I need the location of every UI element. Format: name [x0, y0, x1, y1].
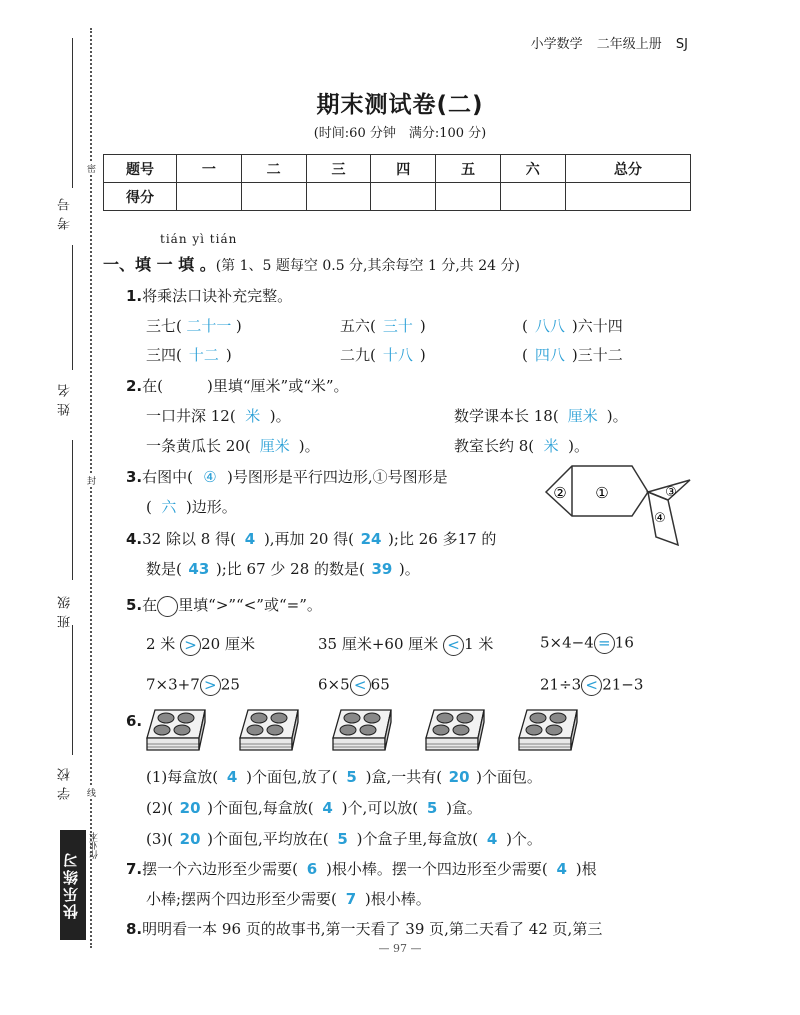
score-input-cell[interactable] [177, 183, 242, 211]
question-text: )边形。 [185, 498, 237, 516]
seal-mark-2: 封 [85, 476, 95, 485]
question-text: )个盒子里,每盒放( [356, 830, 479, 848]
question-text: ),再加 20 得( [263, 530, 355, 548]
q5-right: 16 [614, 633, 634, 652]
q2-item [454, 405, 628, 426]
q5-item [146, 675, 240, 696]
q5-answer-circle[interactable]: < [350, 675, 371, 696]
question-text: )个面包。 [476, 768, 542, 786]
question-text: 在( [142, 377, 163, 395]
q5-answer-circle[interactable]: < [581, 675, 602, 696]
q5-item [540, 633, 634, 654]
question-text: )里填“厘米”或“米”。 [207, 377, 349, 395]
q1-item-text: 三七( [146, 317, 182, 335]
question-text: (1)每盒放( [146, 768, 219, 786]
q6-answer[interactable]: 20 [448, 768, 470, 786]
q2-item-text: )。 [298, 437, 320, 455]
question-text: )盒,一共有( [365, 768, 443, 786]
q1-item-text: 三四( [146, 346, 182, 364]
shape-label-2: ② [553, 484, 567, 502]
q5-item [318, 675, 390, 696]
seal-mark-3: 线 [85, 788, 95, 797]
question-text: (2)( [146, 799, 174, 817]
question-text: 在 [142, 596, 158, 614]
q1-item-text: 五六( [340, 317, 376, 335]
q6-part-2 [146, 797, 482, 818]
q4-answer[interactable]: 39 [371, 560, 393, 578]
score-input-cell[interactable] [436, 183, 501, 211]
q6-answer[interactable]: 4 [322, 799, 333, 817]
question-text: )个。 [506, 830, 542, 848]
question-1 [126, 285, 292, 306]
question-4-line-2 [146, 558, 420, 579]
page-number: — 97 — [378, 942, 422, 955]
question-text: )。 [398, 560, 420, 578]
score-table [103, 154, 691, 211]
question-4 [126, 528, 496, 549]
q5-left: 5×4−4 [540, 633, 594, 652]
q1-answer[interactable]: 十八 [382, 346, 413, 364]
bread-box [147, 710, 205, 750]
fish-shape-figure [540, 460, 700, 560]
q5-answer-circle[interactable]: = [594, 633, 615, 654]
q1-answer[interactable]: 四八 [534, 346, 565, 364]
q2-answer[interactable]: 米 [543, 437, 559, 455]
q1-item-text: )三十二 [571, 346, 623, 364]
q1-answer[interactable]: 二十一 [186, 317, 232, 335]
q5-item [146, 633, 255, 656]
bread-box [426, 710, 484, 750]
q1-item [146, 315, 242, 336]
q1-item-text: 二九( [340, 346, 376, 364]
section-note: (第 1、5 题每空 0.5 分,其余每空 1 分,共 24 分) [215, 258, 520, 274]
q2-item [454, 435, 589, 456]
q2-item-text: )。 [606, 407, 628, 425]
section-heading [103, 252, 520, 275]
question-2 [126, 375, 349, 396]
question-text: )个面包,放了( [246, 768, 338, 786]
score-input-cell[interactable] [306, 183, 371, 211]
question-text: 明明看一本 96 页的故事书,第一天看了 39 页,第二天看了 42 页,第三 [142, 920, 603, 938]
q5-item [318, 633, 493, 656]
bread-boxes-figure [143, 708, 583, 758]
q6-answer[interactable]: 5 [337, 830, 348, 848]
page-header [531, 33, 688, 52]
score-input-cell[interactable] [565, 183, 690, 211]
page-title: 期末测试卷(二) [316, 92, 484, 118]
q2-item-text: 一口井深 12( [146, 407, 236, 425]
q5-answer-circle[interactable]: < [443, 635, 464, 656]
q3-answer[interactable]: 六 [161, 498, 177, 516]
score-input-cell[interactable] [500, 183, 565, 211]
q3-answer[interactable]: ④ [203, 468, 217, 486]
class-line [72, 440, 73, 580]
score-cell: 一 [177, 155, 242, 183]
class-label: 班级 [58, 590, 73, 628]
q5-answer-circle[interactable]: > [180, 635, 201, 656]
score-cell: 五 [436, 155, 501, 183]
header-subject: 小学数学 [530, 37, 583, 52]
question-number: 3. [126, 468, 143, 486]
score-table-score-row [104, 183, 691, 211]
q6-answer[interactable]: 20 [179, 830, 201, 848]
q1-item [522, 315, 623, 336]
question-8 [126, 918, 602, 939]
q4-answer[interactable]: 43 [188, 560, 210, 578]
question-number: 8. [126, 920, 143, 938]
score-input-cell[interactable] [241, 183, 306, 211]
bread-box [333, 710, 391, 750]
q5-right: 21−3 [602, 675, 644, 694]
q7-answer[interactable]: 4 [556, 860, 567, 878]
q2-answer[interactable]: 厘米 [259, 437, 290, 455]
question-text: 32 除以 8 得( [142, 530, 236, 548]
question-text: 里填“>”“<”或“=”。 [178, 596, 322, 614]
q5-item [540, 675, 643, 696]
q1-item [522, 344, 623, 365]
q2-item-text: )。 [269, 407, 291, 425]
exam-no-label: 考号 [58, 192, 73, 230]
question-5 [126, 594, 322, 617]
score-table-header-row [104, 155, 691, 183]
q6-answer[interactable]: 20 [179, 799, 201, 817]
question-text: );比 67 少 28 的数是( [215, 560, 365, 578]
question-text: 小棒;摆两个四边形至少需要( [146, 890, 337, 908]
question-number: 7. [126, 860, 143, 878]
shape-label-3: ③ [665, 485, 677, 500]
question-3-line-2 [146, 496, 237, 517]
q1-answer[interactable]: 十二 [188, 346, 219, 364]
q1-item-text: ( [522, 317, 528, 335]
question-text: (3)( [146, 830, 174, 848]
question-7-line-2 [146, 888, 431, 909]
score-cell: 得分 [104, 183, 177, 211]
q1-item-text: )六十四 [571, 317, 623, 335]
school-label: 学校 [58, 762, 73, 800]
question-text: 数是( [146, 560, 182, 578]
q1-item [146, 344, 232, 365]
question-text: )根小棒。 [364, 890, 431, 908]
question-text: 摆一个六边形至少需要( [142, 860, 298, 878]
q5-left: 21÷3 [540, 675, 582, 694]
question-text: )根 [575, 860, 597, 878]
q6-answer[interactable]: 4 [226, 768, 238, 786]
q5-left: 6×5 [318, 675, 350, 694]
q5-right: 25 [220, 675, 240, 694]
brand-subtitle: 作业本 [90, 832, 100, 859]
q2-answer[interactable]: 厘米 [567, 407, 598, 425]
question-text: ( [146, 498, 152, 516]
bread-box [519, 710, 577, 750]
q1-item-text: ( [522, 346, 528, 364]
question-number: 1. [126, 287, 143, 305]
bread-box [240, 710, 298, 750]
score-cell: 六 [500, 155, 565, 183]
q5-right: 1 米 [464, 635, 494, 653]
score-cell: 四 [371, 155, 436, 183]
q6-answer[interactable]: 4 [486, 830, 498, 848]
q1-item-text: ) [235, 317, 242, 335]
q4-answer[interactable]: 4 [244, 530, 256, 548]
score-cell: 三 [306, 155, 371, 183]
question-text: );比 26 多17 的 [388, 530, 497, 548]
q2-item-text: 一条黄瓜长 20( [146, 437, 251, 455]
seal-mark-1: 密 [85, 164, 95, 173]
q4-answer[interactable]: 24 [360, 530, 382, 548]
q5-right: 20 厘米 [201, 635, 255, 653]
question-text: )盒。 [446, 799, 482, 817]
question-number: 5. [126, 596, 143, 614]
question-text: 将乘法口诀补充完整。 [142, 287, 293, 305]
q1-item [340, 315, 426, 336]
score-cell: 总分 [565, 155, 690, 183]
q2-item [146, 435, 320, 456]
question-text: )个面包,每盒放( [207, 799, 314, 817]
name-label: 姓名 [58, 378, 73, 416]
section-title: 一、填 一 填 。 [103, 255, 216, 274]
header-edition: SJ [675, 37, 688, 52]
q5-right: 65 [370, 675, 390, 694]
q2-item-text: 数学课本长 18( [454, 407, 559, 425]
brand-logo: 快乐练习 [60, 830, 86, 940]
question-text: )根小棒。摆一个四边形至少需要( [326, 860, 548, 878]
score-cell: 题号 [104, 155, 177, 183]
q2-item [146, 405, 291, 426]
question-text: 右图中( [142, 468, 193, 486]
question-number: 2. [126, 377, 143, 395]
q2-item-text: )。 [568, 437, 590, 455]
shape-label-4: ④ [654, 511, 666, 526]
question-text: )号图形是平行四边形,①号图形是 [227, 468, 448, 486]
q1-item [340, 344, 426, 365]
q1-item-text: ) [419, 317, 426, 335]
q2-answer[interactable]: 米 [245, 407, 261, 425]
q5-answer-circle[interactable]: > [200, 675, 221, 696]
header-grade: 二年级上册 [596, 37, 662, 52]
name-line [72, 245, 73, 370]
q6-part-3 [146, 828, 542, 849]
question-6-number: 6. [126, 712, 143, 730]
shape-label-1: ① [595, 484, 609, 502]
q1-item-text: ) [225, 346, 232, 364]
question-7 [126, 858, 597, 879]
question-text: )个面包,平均放在( [207, 830, 329, 848]
school-line [72, 625, 73, 755]
q1-answer[interactable]: 三十 [382, 317, 413, 335]
q1-answer[interactable]: 八八 [534, 317, 565, 335]
q6-answer[interactable]: 5 [426, 799, 438, 817]
question-3 [126, 466, 448, 487]
question-number: 4. [126, 530, 143, 548]
q5-left: 35 厘米+60 厘米 [318, 635, 439, 653]
empty-circle [157, 596, 178, 617]
q7-answer[interactable]: 6 [306, 860, 318, 878]
question-text: )个,可以放( [341, 799, 419, 817]
score-cell: 二 [241, 155, 306, 183]
q7-answer[interactable]: 7 [345, 890, 357, 908]
q5-left: 2 米 [146, 635, 176, 653]
q5-left: 7×3+7 [146, 675, 200, 694]
score-input-cell[interactable] [371, 183, 436, 211]
q6-part-1 [146, 766, 542, 787]
q1-item-text: ) [419, 346, 426, 364]
q2-item-text: 教室长约 8( [454, 437, 535, 455]
section-pinyin: tián yì tián [160, 232, 238, 246]
q6-answer[interactable]: 5 [346, 768, 357, 786]
page-subtitle: (时间:60 分钟 满分:100 分) [313, 126, 487, 141]
